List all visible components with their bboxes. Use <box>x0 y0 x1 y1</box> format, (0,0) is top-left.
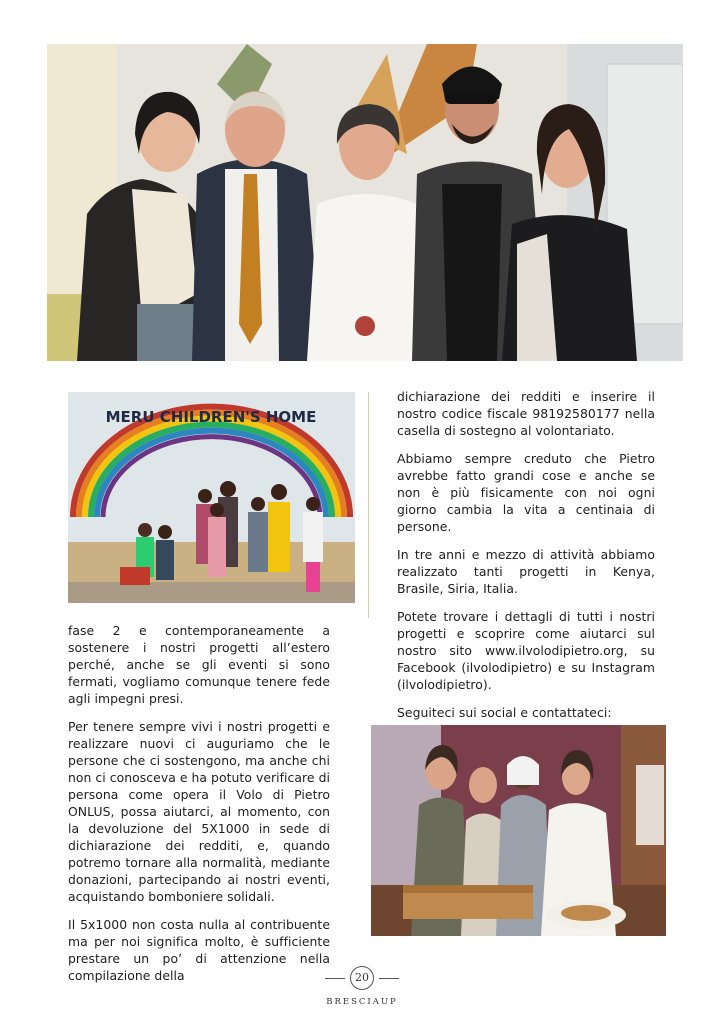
right-paragraph-1: dichiarazione dei redditi e inserire il nostro codice fiscale 98192580177 nella casella di sostegno al volontariato. <box>397 389 655 438</box>
magazine-brand: BRESCIAUP <box>326 997 398 1007</box>
group-photo <box>47 44 683 361</box>
page-number-rule-left <box>325 978 345 979</box>
column-divider <box>368 392 369 618</box>
cake-cutting-photo <box>371 725 666 936</box>
left-paragraph-1: fase 2 e contemporaneamente a sostenere i nostri progetti all’estero perché, anche se gli eventi si sono fermati, vogliamo comunque tenere fede agli impegni presi. <box>68 623 330 706</box>
page-number-rule-right <box>379 978 399 979</box>
page-number-circle: 20 <box>350 966 374 990</box>
left-paragraph-2: Per tenere sempre vivi i nostri progetti e realizzare nuovi ci auguriamo che le persone che ci sostengono, ma anche chi non ci conosceva e ha potuto verificare di persona come opera il Volo di Pietro ONLUS, possa aiutarci, al momento, con la devoluzione del 5X1000 in sede di dichiarazione dei redditi, e, quando potremo tornare alla normalità, mediante donazioni, partecipando ai nostri eventi, acquistando bomboniere solidali. <box>68 719 330 904</box>
meru-childrens-home-photo <box>68 392 355 603</box>
right-paragraph-5: Seguiteci sui social e contattateci: <box>397 705 612 720</box>
right-paragraph-4: Potete trovare i dettagli di tutti i nostri progetti e scoprire come aiutarci sul nostro sito www.ilvolodipietro.org, su Facebook (ilvolodipietro) e su Instagram (ilvolodipietro). <box>397 609 655 692</box>
home-sign-text: MERU CHILDREN'S HOME <box>105 408 317 426</box>
left-column-text <box>68 622 330 995</box>
left-paragraph-3: Il 5x1000 non costa nulla al contribuente ma per noi significa molto, è sufficiente prestare un po’ di attenzione nella compilazione della <box>68 917 330 983</box>
page-number <box>325 966 399 990</box>
right-paragraph-3: In tre anni e mezzo di attività abbiamo realizzato tanti progetti in Kenya, Brasile, Siria, Italia. <box>397 547 655 596</box>
right-paragraph-2: Abbiamo sempre creduto che Pietro avrebbe fatto grandi cose e anche se non è più fisicamente con noi ogni giorno cambia la vita a centinaia di persone. <box>397 451 655 534</box>
right-column-text <box>397 388 655 760</box>
